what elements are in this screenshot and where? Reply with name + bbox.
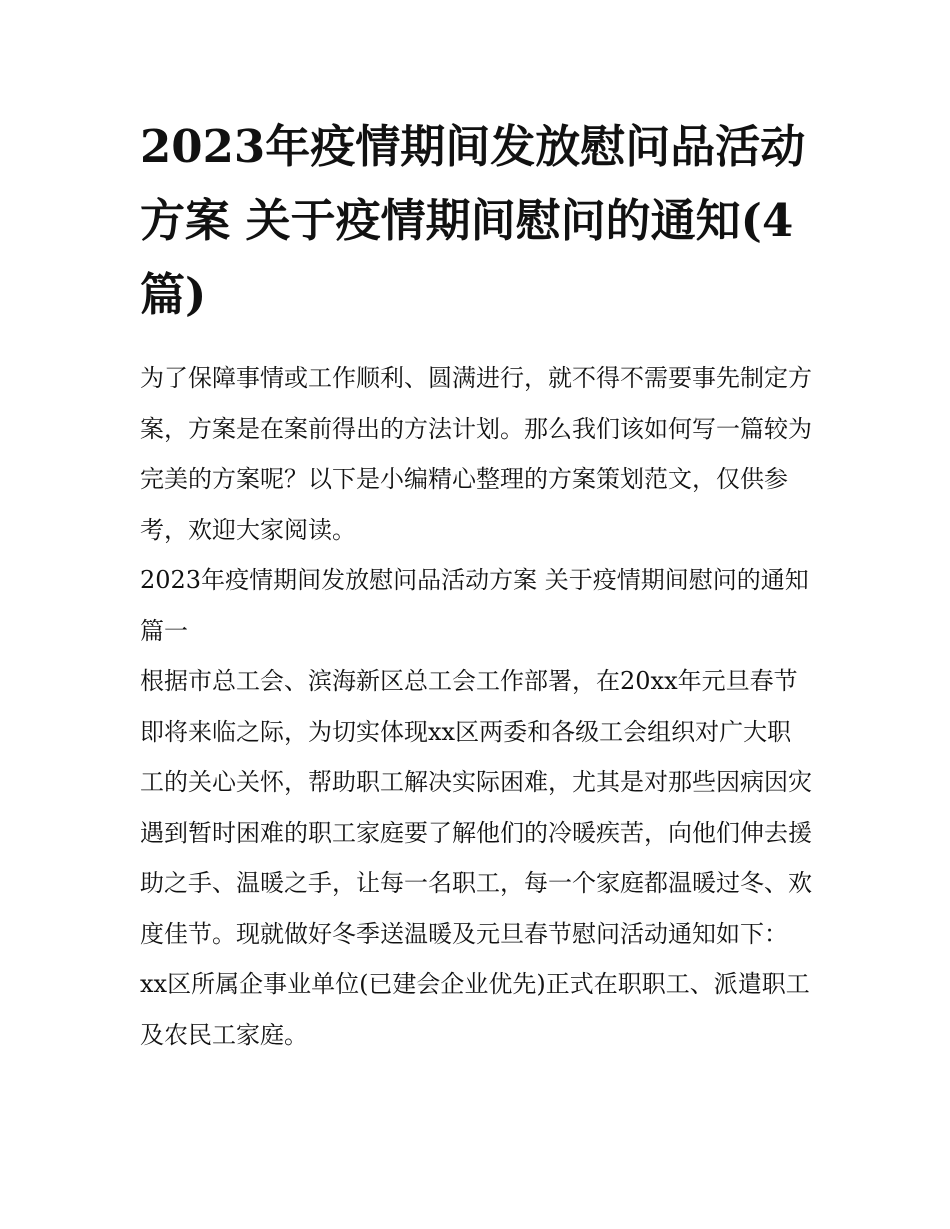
paragraph-intro: 为了保障事情或工作顺利、圆满进行，就不得不需要事先制定方案，方案是在案前得出的方法计划。那么我们该如何写一篇较为完美的方案呢？以下是小编精心整理的方案策划范文，仅供参考，欢迎大家阅读。 [140,364,812,544]
paragraph-scope: xx区所属企事业单位(已建会企业优先)正式在职职工、派遣职工及农民工家庭。 [140,970,810,1049]
document-body [140,353,812,1060]
document-title: 2023年疫情期间发放慰问品活动方案 关于疫情期间慰问的通知(4篇) [140,120,806,321]
paragraph-notice: 根据市总工会、滨海新区总工会工作部署，在20xx年元旦春节即将来临之际，为切实体现xx区两委和各级工会组织对广大职工的关心关怀，帮助职工解决实际困难，尤其是对那些因病因灾遇到暂时困难的职工家庭要了解他们的冷暖疾苦，向他们伸去援助之手、温暖之手，让每一名职工，每一个家庭都温暖过冬、欢度佳节。现就做好冬季送温暖及元旦春节慰问活动通知如下： [140,667,812,948]
paragraph-section-heading: 2023年疫情期间发放慰问品活动方案 关于疫情期间慰问的通知篇一 [140,566,809,645]
